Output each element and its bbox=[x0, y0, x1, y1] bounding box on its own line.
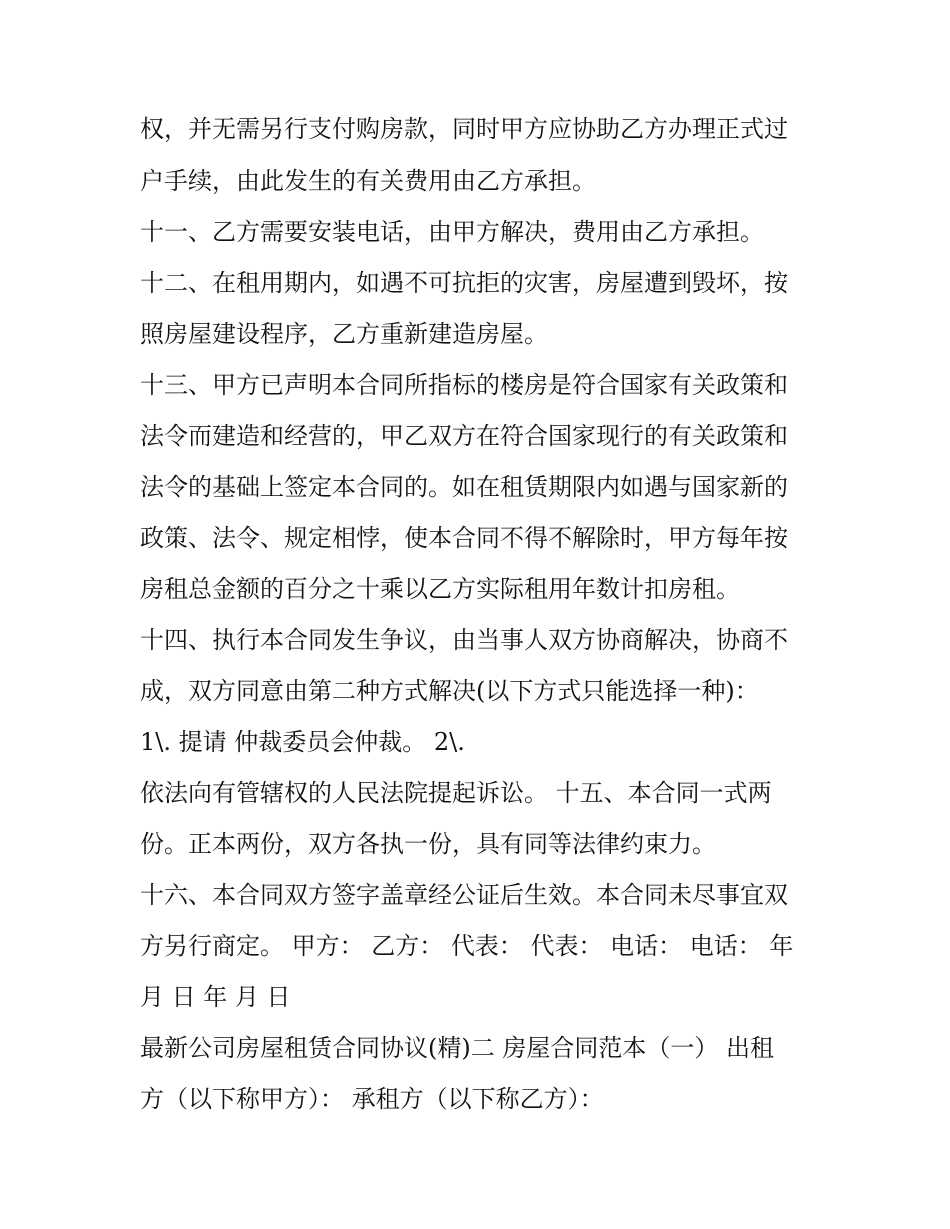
clause-16-line: 十六、本合同双方签字盖章经公证后生效。本合同未尽事宜双 bbox=[140, 881, 788, 909]
date-fields-line: 月 日 年 月 日 bbox=[140, 983, 291, 1011]
parties-line: 方（以下称甲方）： 承租方（以下称乙方）： bbox=[140, 1085, 604, 1113]
paragraph-line: 政策、法令、规定相悖，使本合同不得不解除时，甲方每年按 bbox=[140, 524, 788, 552]
paragraph-line: 法令而建造和经营的，甲乙双方在符合国家现行的有关政策和 bbox=[140, 422, 788, 450]
contract-title-line: 最新公司房屋租赁合同协议(精)二 房屋合同范本（一） 出租 bbox=[140, 1034, 774, 1062]
clause-12-line: 十二、在租用期内，如遇不可抗拒的灾害，房屋遭到毁坏，按 bbox=[140, 269, 788, 297]
paragraph-line: 照房屋建设程序，乙方重新建造房屋。 bbox=[140, 320, 548, 348]
option-line: 1\. 提请 仲裁委员会仲裁。 2\. bbox=[140, 728, 465, 756]
clause-11-line: 十一、乙方需要安装电话，由甲方解决，费用由乙方承担。 bbox=[140, 218, 764, 246]
signature-fields-line: 方另行商定。 甲方： 乙方： 代表： 代表： 电话： 电话： 年 bbox=[140, 932, 794, 960]
paragraph-line: 权，并无需另行支付购房款，同时甲方应协助乙方办理正式过 bbox=[140, 115, 788, 143]
paragraph-line: 成，双方同意由第二种方式解决(以下方式只能选择一种)： bbox=[140, 677, 759, 705]
paragraph-line: 房租总金额的百分之十乘以乙方实际租用年数计扣房租。 bbox=[140, 575, 740, 603]
paragraph-line: 依法向有管辖权的人民法院提起诉讼。 十五、本合同一式两 bbox=[140, 779, 772, 807]
paragraph-line: 法令的基础上签定本合同的。如在租赁期限内如遇与国家新的 bbox=[140, 473, 788, 501]
paragraph-line: 户手续，由此发生的有关费用由乙方承担。 bbox=[140, 167, 596, 195]
paragraph-line: 份。正本两份，双方各执一份，具有同等法律约束力。 bbox=[140, 830, 716, 858]
clause-13-line: 十三、甲方已声明本合同所指标的楼房是符合国家有关政策和 bbox=[140, 371, 788, 399]
clause-14-line: 十四、执行本合同发生争议，由当事人双方协商解决，协商不 bbox=[140, 626, 788, 654]
